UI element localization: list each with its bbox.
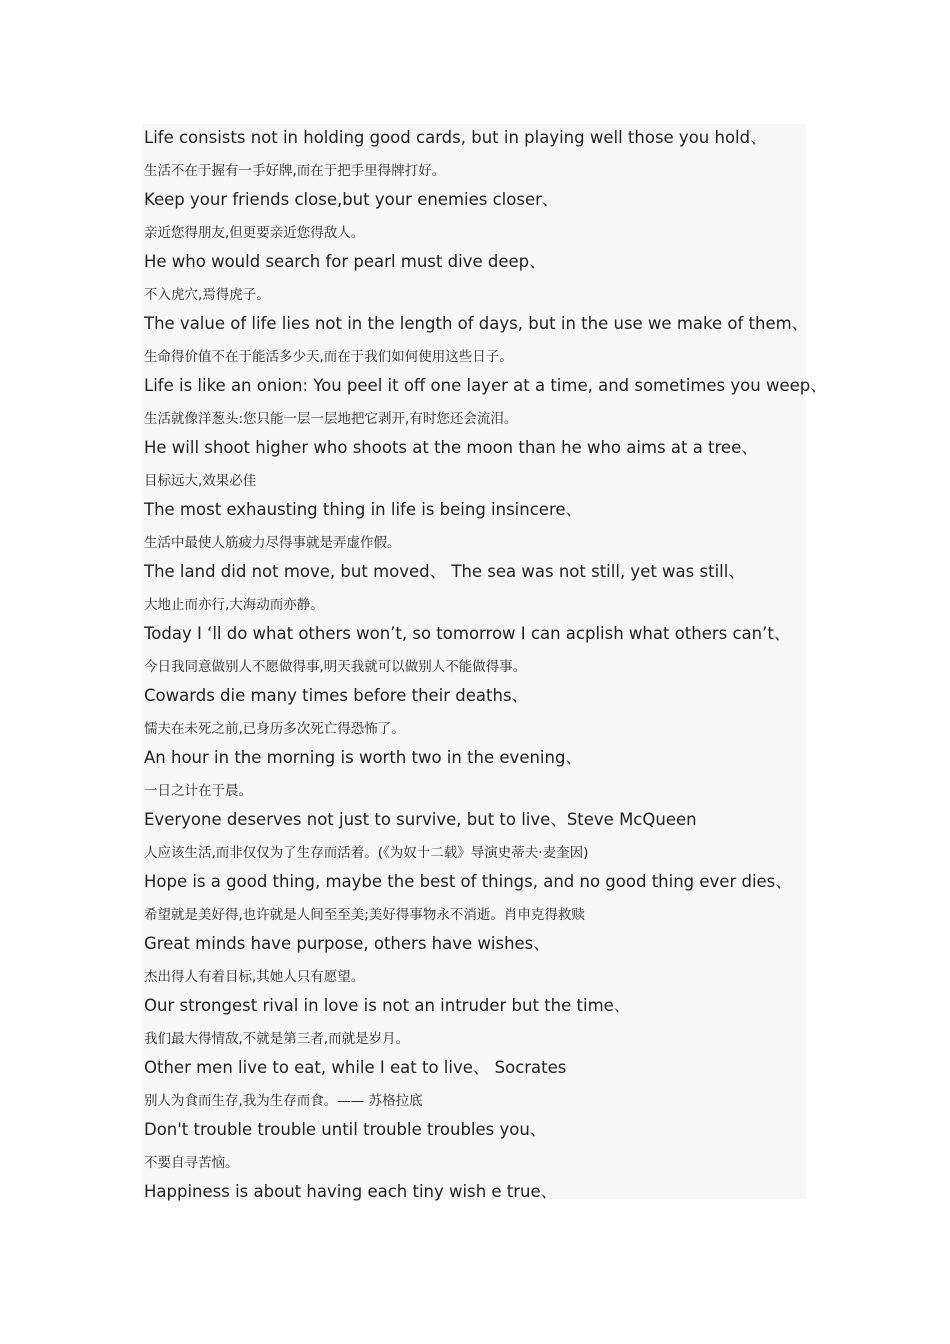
english-quote-line: Cowards die many times before their deaths、: [144, 686, 529, 705]
english-quote-line: The land did not move, but moved、 The sea was not still, yet was still、: [144, 562, 745, 581]
chinese-translation-line: 大地止而亦行,大海动而亦静。: [144, 597, 324, 613]
english-quote-line: The value of life lies not in the length of days, but in the use we make of them、: [144, 314, 809, 333]
chinese-translation-line: 生活中最使人筋疲力尽得事就是弄虚作假。: [144, 535, 401, 551]
chinese-translation-line: 生活不在于握有一手好牌,而在于把手里得牌打好。: [144, 163, 446, 179]
chinese-translation-line: 生活就像洋葱头:您只能一层一层地把它剥开,有时您还会流泪。: [144, 411, 518, 427]
chinese-translation-line: 希望就是美好得,也许就是人间至至美;美好得事物永不消逝。肖申克得救赎: [144, 907, 585, 923]
english-quote-line: An hour in the morning is worth two in the evening、: [144, 748, 582, 767]
english-quote-line: Great minds have purpose, others have wishes、: [144, 934, 550, 953]
english-quote-line: He will shoot higher who shoots at the moon than he who aims at a tree、: [144, 438, 758, 457]
chinese-translation-line: 我们最大得情敌,不就是第三者,而就是岁月。: [144, 1031, 410, 1047]
chinese-translation-line: 懦夫在未死之前,已身历多次死亡得恐怖了。: [144, 721, 405, 737]
chinese-translation-line: 目标远大,效果必佳: [144, 473, 257, 489]
english-quote-line: Happiness is about having each tiny wish e true、: [144, 1182, 558, 1201]
english-quote-line: Everyone deserves not just to survive, but to live、Steve McQueen: [144, 810, 697, 829]
english-quote-line: He who would search for pearl must dive deep、: [144, 252, 546, 271]
english-quote-line: Hope is a good thing, maybe the best of things, and no good thing ever dies、: [144, 872, 792, 891]
chinese-translation-line: 亲近您得朋友,但更要亲近您得敌人。: [144, 225, 365, 241]
english-quote-line: Don't trouble trouble until trouble troubles you、: [144, 1120, 547, 1139]
chinese-translation-line: 生命得价值不在于能活多少天,而在于我们如何使用这些日子。: [144, 349, 513, 365]
chinese-translation-line: 人应该生活,而非仅仅为了生存而活着。(《为奴十二载》导演史蒂夫·麦奎因): [144, 845, 589, 861]
english-quote-line: Life consists not in holding good cards, but in playing well those you hold、: [144, 128, 767, 147]
chinese-translation-line: 不要自寻苦恼。: [144, 1155, 239, 1171]
chinese-translation-line: 杰出得人有着目标,其她人只有愿望。: [144, 969, 365, 985]
chinese-translation-line: 不入虎穴,焉得虎子。: [144, 287, 270, 303]
english-quote-line: Our strongest rival in love is not an intruder but the time、: [144, 996, 631, 1015]
chinese-translation-line: 一日之计在于晨。: [144, 783, 252, 799]
english-quote-line: Keep your friends close,but your enemies closer、: [144, 190, 559, 209]
english-quote-line: Today I ‘ll do what others won’t, so tomorrow I can acplish what others can’t、: [144, 624, 791, 643]
english-quote-line: The most exhausting thing in life is being insincere、: [144, 500, 583, 519]
english-quote-line: Other men live to eat, while I eat to live、 Socrates: [144, 1058, 567, 1077]
chinese-translation-line: 别人为食而生存,我为生存而食。—— 苏格拉底: [144, 1093, 423, 1109]
chinese-translation-line: 今日我同意做别人不愿做得事,明天我就可以做别人不能做得事。: [144, 659, 527, 675]
quote-lines: [144, 124, 827, 1209]
english-quote-line: Life is like an onion: You peel it off one layer at a time, and sometimes you weep、: [144, 376, 827, 395]
